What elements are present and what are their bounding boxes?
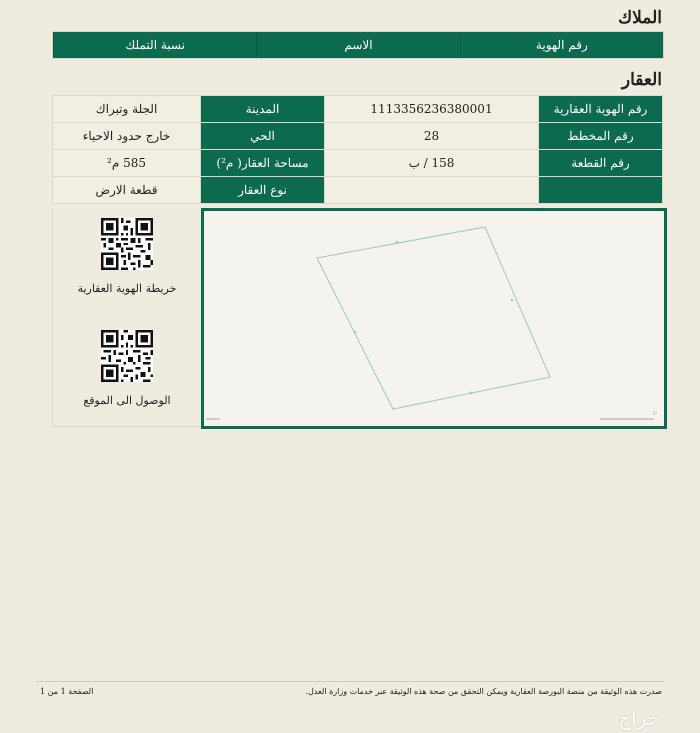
plot-number-value: 158 / ب	[325, 150, 539, 177]
district-label: الحي	[201, 123, 325, 150]
owners-table-header	[52, 31, 664, 59]
plan-number-value: 28	[325, 123, 539, 150]
area-label: مساحة العقار( م²)	[201, 150, 325, 177]
owners-header-name: الاسم	[256, 32, 459, 58]
area-value: 585 م²	[53, 150, 201, 177]
map-qr-block[interactable]	[53, 218, 201, 295]
map-qr-code-icon[interactable]	[101, 218, 153, 270]
table-row	[53, 96, 663, 123]
footer-verification-note: صدرت هذه الوثيقة من منصة البورصة العقارية ويمكن التحقق من صحة هذه الوثيقة عبر خدمات وزارة العدل.	[305, 687, 662, 696]
plot-number-label: رقم القطعة	[539, 150, 663, 177]
plot-boundary-drawing	[204, 211, 664, 426]
empty-label-cell	[539, 177, 663, 204]
property-section-title: العقار	[621, 70, 662, 90]
property-id-value: 1113356236380001	[325, 96, 539, 123]
table-row	[53, 123, 663, 150]
watermark-logo: حراج	[618, 706, 660, 730]
table-row	[53, 177, 663, 204]
owners-section-title: الملاك	[618, 8, 662, 28]
owners-header-id: رقم الهوية	[460, 32, 663, 58]
district-value: خارج حدود الاحياء	[53, 123, 201, 150]
location-qr-code-icon[interactable]	[101, 330, 153, 382]
property-map[interactable]	[201, 208, 667, 429]
qr-codes-panel	[52, 208, 202, 427]
map-qr-label: خريطة الهوية العقارية	[77, 282, 177, 295]
property-id-label: رقم الهوية العقارية	[539, 96, 663, 123]
city-value: الجلة وتبراك	[53, 96, 201, 123]
location-qr-label: الوصول الى الموقع	[83, 394, 171, 407]
table-row	[53, 150, 663, 177]
location-qr-block[interactable]	[53, 330, 201, 407]
empty-value-cell	[325, 177, 539, 204]
city-label: المدينة	[201, 96, 325, 123]
owners-header-share: نسبة التملك	[53, 32, 256, 58]
footer-page-number: الصفحة 1 من 1	[40, 687, 94, 696]
property-type-label: نوع العقار	[201, 177, 325, 204]
property-type-value: قطعة الارض	[53, 177, 201, 204]
svg-text:.: .	[458, 327, 459, 331]
footer-divider	[36, 681, 664, 682]
property-table	[52, 95, 663, 204]
plan-number-label: رقم المخطط	[539, 123, 663, 150]
